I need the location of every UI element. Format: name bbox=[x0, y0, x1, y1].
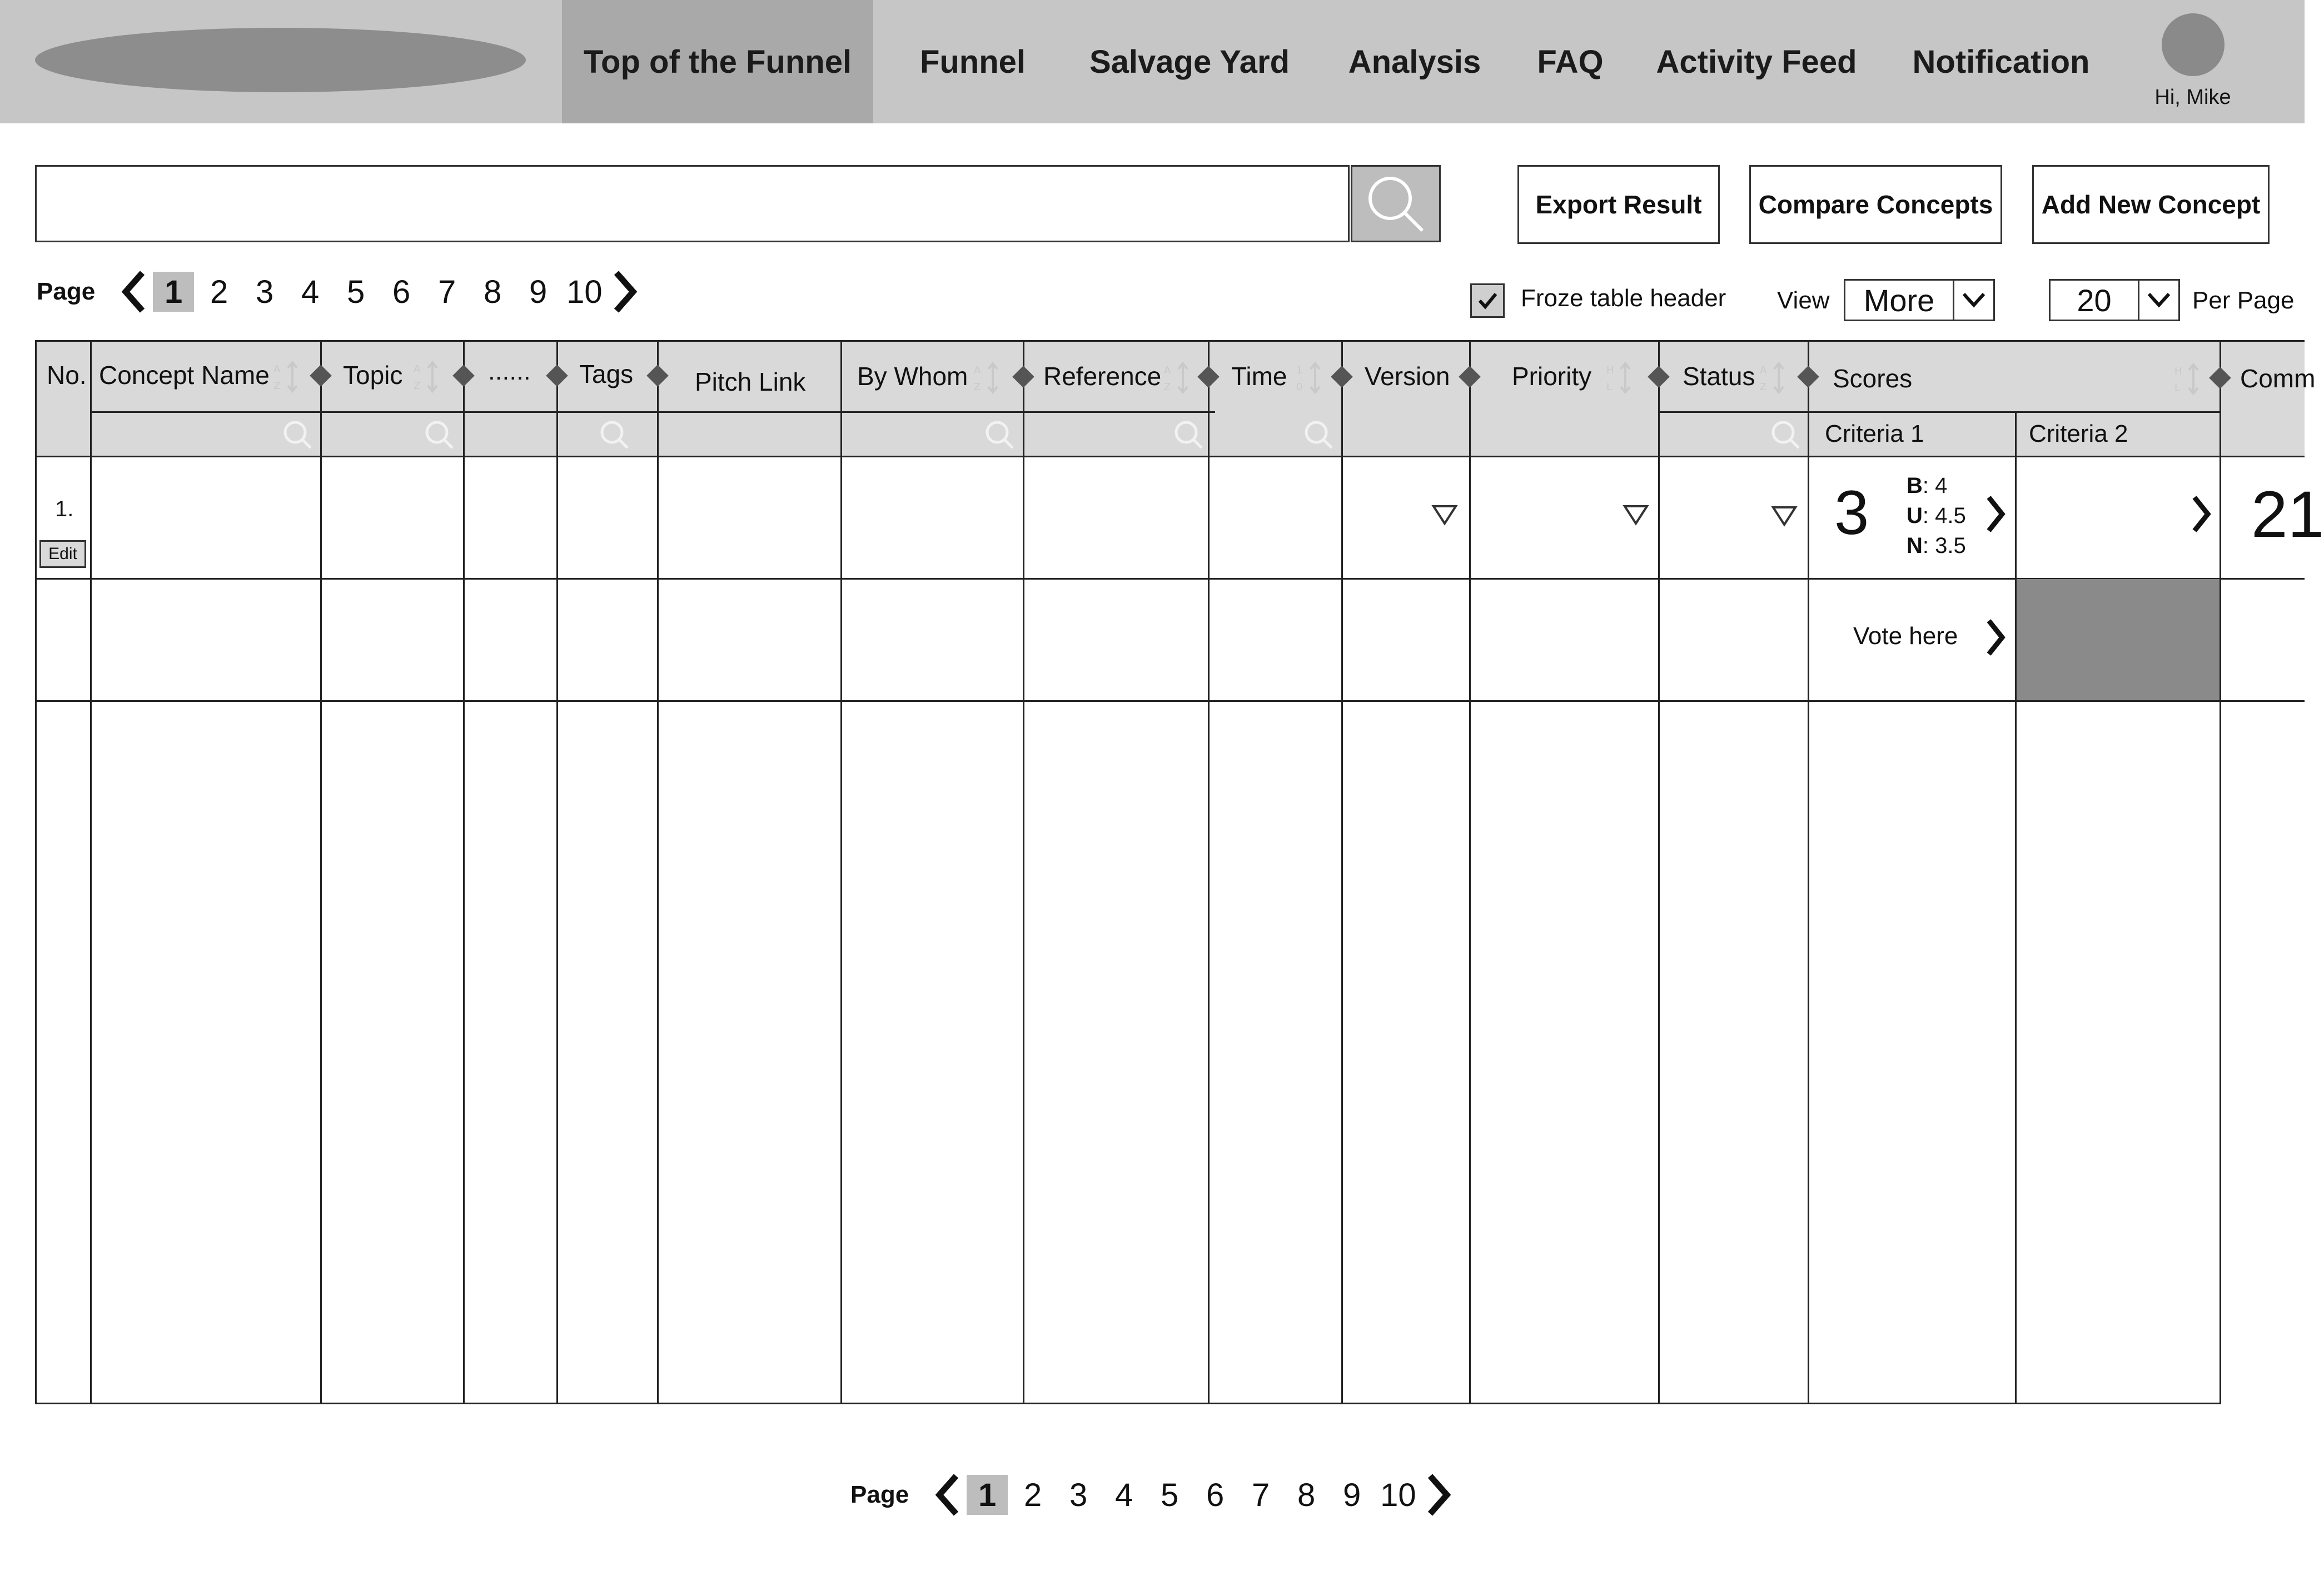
svg-text:Z: Z bbox=[1760, 381, 1767, 393]
chevron-right-icon[interactable] bbox=[1984, 495, 2007, 533]
page-number[interactable]: 7 bbox=[1252, 1477, 1270, 1513]
svg-text:Z: Z bbox=[974, 381, 981, 393]
tab-salvage-yard[interactable]: Salvage Yard bbox=[1089, 43, 1290, 80]
sort-icon[interactable] bbox=[2174, 362, 2202, 396]
per-page-label: Per Page bbox=[2192, 287, 2295, 314]
page-number[interactable]: 9 bbox=[1343, 1477, 1361, 1513]
page-number[interactable]: 10 bbox=[566, 273, 603, 310]
col-by-whom[interactable]: By Whom bbox=[857, 362, 968, 391]
export-result-button[interactable]: Export Result bbox=[1517, 165, 1720, 244]
svg-text:A: A bbox=[1164, 365, 1171, 376]
svg-text:H: H bbox=[2174, 366, 2182, 377]
filter-search-icon[interactable] bbox=[281, 418, 314, 451]
tab-activity-feed[interactable]: Activity Feed bbox=[1656, 43, 1857, 80]
version-dropdown-icon[interactable] bbox=[1432, 505, 1457, 526]
page-number[interactable]: 5 bbox=[1161, 1477, 1179, 1513]
col-concept-name[interactable]: Concept Name bbox=[99, 361, 270, 390]
svg-text:A: A bbox=[974, 365, 981, 376]
svg-text:Z: Z bbox=[1164, 381, 1171, 393]
page-number[interactable]: 3 bbox=[1069, 1477, 1088, 1513]
search-input[interactable] bbox=[35, 165, 1350, 242]
filter-search-icon[interactable] bbox=[422, 418, 456, 451]
pagination-top bbox=[37, 264, 641, 320]
subheader-criteria-2[interactable]: Criteria 2 bbox=[2029, 420, 2128, 447]
next-page-button[interactable] bbox=[1422, 1470, 1455, 1520]
top-nav bbox=[0, 0, 2305, 123]
add-new-concept-button[interactable]: Add New Concept bbox=[2032, 165, 2270, 244]
filter-search-icon[interactable] bbox=[983, 418, 1016, 451]
page-number[interactable]: 2 bbox=[210, 273, 228, 310]
view-label: View bbox=[1777, 287, 1830, 314]
svg-text:Z: Z bbox=[414, 380, 421, 392]
status-dropdown-icon[interactable] bbox=[1771, 506, 1797, 527]
view-select-value: More bbox=[1863, 282, 1935, 318]
chevron-left-icon bbox=[934, 1473, 962, 1517]
page-label: Page bbox=[37, 278, 96, 305]
prev-page-button[interactable] bbox=[117, 267, 151, 317]
col-status[interactable]: Status bbox=[1683, 362, 1755, 391]
page-number[interactable]: 4 bbox=[301, 273, 320, 310]
edit-button[interactable]: Edit bbox=[39, 540, 86, 568]
col-tags[interactable]: Tags bbox=[579, 360, 634, 388]
page-number[interactable]: 8 bbox=[484, 273, 502, 310]
logo[interactable] bbox=[35, 28, 526, 92]
filter-search-icon[interactable] bbox=[1172, 418, 1205, 451]
col-time[interactable]: Time bbox=[1231, 362, 1287, 391]
col-more[interactable]: ...... bbox=[488, 356, 531, 385]
col-scores[interactable]: Scores bbox=[1833, 364, 1913, 393]
col-reference[interactable]: Reference bbox=[1043, 362, 1162, 391]
score-value: 3 bbox=[1834, 478, 1869, 547]
compare-concepts-button[interactable]: Compare Concepts bbox=[1749, 165, 2002, 244]
chevron-left-icon bbox=[120, 270, 148, 314]
col-pitch-link[interactable]: Pitch Link bbox=[695, 367, 806, 396]
search-icon bbox=[1362, 171, 1429, 237]
chevron-right-icon bbox=[611, 270, 639, 314]
col-topic[interactable]: Topic bbox=[343, 361, 403, 390]
filter-search-icon[interactable] bbox=[1302, 418, 1335, 451]
page-number-current[interactable]: 1 bbox=[967, 1475, 1008, 1515]
filter-search-icon[interactable] bbox=[598, 418, 631, 451]
page-number[interactable]: 6 bbox=[1206, 1477, 1225, 1513]
sort-icon[interactable] bbox=[1164, 361, 1192, 395]
chevron-down-icon bbox=[2147, 292, 2171, 308]
page-number[interactable]: 4 bbox=[1115, 1477, 1133, 1513]
freeze-header-checkbox[interactable] bbox=[1470, 283, 1505, 318]
row-number: 1. bbox=[55, 497, 74, 521]
user-greeting: Hi, Mike bbox=[2154, 86, 2231, 109]
table-header bbox=[35, 340, 2305, 457]
svg-text:1: 1 bbox=[1296, 365, 1303, 376]
score-breakdown-u: U: 4.5 bbox=[1907, 503, 1966, 528]
tab-notification[interactable]: Notification bbox=[1912, 43, 2090, 80]
score-breakdown-n: N: 3.5 bbox=[1907, 533, 1966, 558]
view-select[interactable] bbox=[1844, 279, 1995, 321]
tab-faq[interactable]: FAQ bbox=[1537, 43, 1604, 80]
per-page-select[interactable] bbox=[2049, 279, 2180, 321]
svg-text:A: A bbox=[273, 363, 281, 375]
priority-dropdown-icon[interactable] bbox=[1623, 505, 1649, 526]
page-number[interactable]: 3 bbox=[256, 273, 274, 310]
page-number[interactable]: 2 bbox=[1024, 1477, 1042, 1513]
col-version[interactable]: Version bbox=[1365, 362, 1450, 391]
page-label: Page bbox=[850, 1481, 909, 1508]
chevron-down-icon bbox=[1962, 292, 1986, 308]
chevron-right-icon[interactable] bbox=[1984, 618, 2007, 657]
sort-icon[interactable] bbox=[1606, 361, 1634, 395]
page-number[interactable]: 5 bbox=[347, 273, 365, 310]
page-number[interactable]: 7 bbox=[438, 273, 456, 310]
sort-icon[interactable] bbox=[1760, 361, 1788, 395]
tab-funnel[interactable]: Funnel bbox=[919, 43, 1026, 80]
disabled-vote-cell bbox=[2017, 579, 2220, 700]
page-number[interactable]: 8 bbox=[1297, 1477, 1316, 1513]
svg-text:L: L bbox=[1606, 381, 1613, 393]
tab-top-of-the-funnel[interactable]: Top of the Funnel bbox=[562, 0, 873, 123]
page-number[interactable]: 10 bbox=[1380, 1477, 1416, 1513]
col-no: No. bbox=[47, 361, 87, 390]
freeze-header-label: Froze table header bbox=[1521, 285, 1726, 312]
svg-text:L: L bbox=[2174, 382, 2181, 394]
svg-text:A: A bbox=[414, 363, 421, 375]
page-number-current[interactable]: 1 bbox=[153, 272, 194, 312]
comments-count[interactable]: 21 bbox=[2251, 478, 2324, 551]
chevron-right-icon[interactable] bbox=[2190, 495, 2212, 533]
col-comments[interactable]: Comm bbox=[2240, 364, 2316, 393]
sort-icon[interactable] bbox=[273, 360, 301, 393]
next-page-button[interactable] bbox=[608, 267, 641, 317]
page-number[interactable]: 9 bbox=[529, 273, 548, 310]
col-priority[interactable]: Priority bbox=[1512, 362, 1592, 391]
chevron-right-icon bbox=[1425, 1473, 1452, 1517]
prev-page-button[interactable] bbox=[931, 1470, 964, 1520]
page-number[interactable]: 6 bbox=[392, 273, 411, 310]
svg-text:A: A bbox=[1760, 365, 1767, 376]
sort-icon[interactable] bbox=[414, 360, 441, 393]
pagination-bottom bbox=[850, 1467, 1455, 1523]
subheader-criteria-1[interactable]: Criteria 1 bbox=[1825, 420, 1924, 447]
sort-icon[interactable] bbox=[1296, 361, 1324, 395]
search-button[interactable] bbox=[1351, 165, 1441, 242]
svg-text:H: H bbox=[1606, 365, 1614, 376]
checkmark-icon bbox=[1475, 288, 1500, 313]
per-page-value: 20 bbox=[2077, 282, 2112, 318]
svg-text:0: 0 bbox=[1296, 381, 1303, 393]
filter-search-icon[interactable] bbox=[1769, 418, 1802, 451]
svg-text:Z: Z bbox=[273, 380, 281, 392]
score-breakdown-b: B: 4 bbox=[1907, 473, 1948, 498]
vote-here-link[interactable]: Vote here bbox=[1853, 622, 1958, 650]
sort-icon[interactable] bbox=[974, 361, 1002, 395]
tab-analysis[interactable]: Analysis bbox=[1348, 43, 1481, 80]
avatar[interactable] bbox=[2162, 13, 2225, 76]
